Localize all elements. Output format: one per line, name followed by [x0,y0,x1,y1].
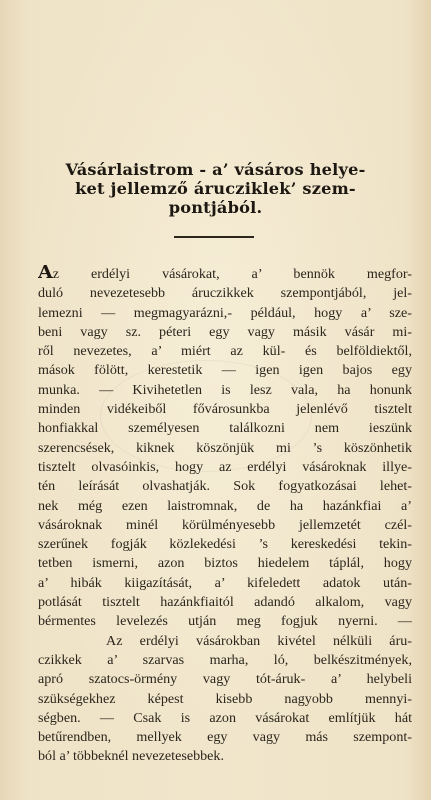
article-title [20,160,411,217]
title-line-3: pontjából. [168,198,263,217]
body-line-3: lemezni — megmagyarázni,- például, hogy a’ sze- [38,304,412,321]
body-line-15: szerűnek fogják közlekedési ’s kereskedési tekin- [38,536,412,553]
title-line-1: Vásárlaistrom - a’ vásáros helye- [65,160,366,179]
body-line-8: minden vidékeiből fővárosunkba jelenlévő tisztelt [38,401,412,418]
drop-cap: A [38,265,53,283]
body-line-4: beni vagy sz. péteri egy vagy másik vásár mi- [38,323,412,340]
body-line-1-text: z erdélyi vásárokat, a’ bennök megfor- [52,266,412,282]
body-line-21: czikkek a’ szarvas marha, ló, belkészitmények, [38,651,412,668]
body-line-24: ségben. — Csak is azon vásárokat említjük hát [38,709,412,726]
body-line-19: bérmentes levelezés utján meg fogjuk nyerni. — [38,613,412,630]
body-line-7: munka. — Kivihetetlen is lesz vala, ha honunk [38,381,412,398]
body-line-17: a’ hibák kiigazítását, a’ kifeledett adatok után- [38,574,412,591]
body-line-9: honfiakkal személyesen találkozni nem ieszünk [38,420,412,437]
body-line-22: apró szatocs-örmény vagy tót-áruk- a’ helybeli [38,671,412,688]
body-line-26: ból a’ többeknél nevezetesebbek. [38,748,225,765]
body-line-6: mások fölött, kerestetik — igen igen bajos egy [38,362,412,379]
body-line-13: nek még ezen laistromnak, de ha hazánkfiai a’ [38,497,412,514]
body-line-16: tetben ismerni, azon biztos hiedelem táplál, hogy [38,555,412,572]
body-line-1 [38,265,412,284]
body-line-11: tisztelt olvasóinkis, hogy az erdélyi vásároknak illye- [38,458,412,475]
body-line-23: szükségekhez képest kisebb nagyobb mennyi- [38,690,412,707]
title-line-2: ket jellemző árucziklek’ szem- [75,179,356,198]
body-line-18: potlását tisztelt hazánkfiaitól adandó alkalom, vagy [38,594,412,611]
body-line-10: szerencsések, kiknek köszönjük mi ’s köszönhetik [38,439,412,456]
body-line-2: duló nevezetesebb áruczikkek szempontjából, jel- [38,285,412,302]
body-line-25: betűrendben, mellyek egy vagy más szempont- [38,729,412,746]
body-line-14: vásároknak minél körülményesebb jellemzetét czél- [38,516,412,533]
title-divider [174,236,254,238]
body-line-20: Az erdélyi vásárokban kivétel nélküli áru- [38,632,412,649]
body-line-12: tén leírását olvashatják. Sok fogyatkozásai lehet- [38,478,412,495]
article-body [38,265,412,767]
body-line-5: ről nevezetes, a’ miért az kül- és belföldiektől, [38,343,412,360]
